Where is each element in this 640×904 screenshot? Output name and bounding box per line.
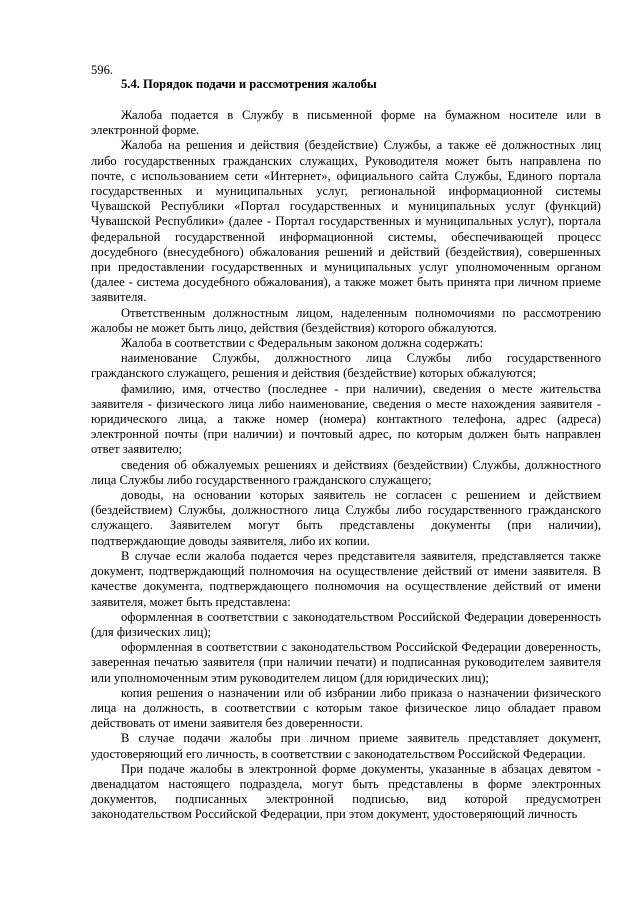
paragraph: В случае подачи жалобы при личном приеме заявитель представляет документ, удостоверяющий его личность, в соответствии с законодательством Российской Федерации. xyxy=(91,731,601,761)
paragraph: Жалоба подается в Службу в письменной форме на бумажном носителе или в электронной форме. xyxy=(91,108,601,138)
paragraph: оформленная в соответствии с законодательством Российской Федерации доверенность (для физических лиц); xyxy=(91,609,601,639)
paragraph: наименование Службы, должностного лица Службы либо государственного гражданского служащего, решения и действия (бездействие) которых обжалуются; xyxy=(91,351,601,381)
section-heading: 5.4. Порядок подачи и рассмотрения жалобы xyxy=(121,77,377,91)
page-number: 596. xyxy=(91,63,114,77)
paragraph: оформленная в соответствии с законодательством Российской Федерации доверенность, заверенная печатью заявителя (при наличии печати) и подписанная руководителем заявителя или уполномоченным этим руководителем лицом (для юридических лиц); xyxy=(91,640,601,685)
paragraph: Жалоба на решения и действия (бездействие) Службы, а также её должностных лиц либо государственных гражданских служащих, Руководителя может быть направлена по почте, с использованием сети «Интернет», официального сайта Службы, Единого портала государственных и муниципальных услуг, региональной информационной системы Чувашской Республики «Портал государственных и муниципальных услуг (функций) Чувашской Республики» (далее - Портал государственных и муниципальных услуг), портала федеральной государственной информационной системы, обеспечивающей процесс досудебного (внесудебного) обжалования решений и действий (бездействия), совершенных при предоставлении государственных и муниципальных услуг уполномоченным органом (далее - система досудебного обжалования), а также может быть принята при личном приеме заявителя. xyxy=(91,138,601,305)
paragraph: фамилию, имя, отчество (последнее - при наличии), сведения о месте жительства заявителя - физического лица либо наименование, сведения о месте нахождения заявителя - юридического лица, а также номер (номера) контактного телефона, адрес (адреса) электронной почты (при наличии) и почтовый адрес, по которым должен быть направлен ответ заявителю; xyxy=(91,381,601,457)
paragraph: Ответственным должностным лицом, наделенным полномочиями по рассмотрению жалобы не может быть лицо, действия (бездействия) которого обжалуются. xyxy=(91,305,601,335)
paragraph: При подаче жалобы в электронной форме документы, указанные в абзацах девятом - двенадцатом настоящего подраздела, могут быть представлены в форме электронных документов, подписанных электронной подписью, вид которой предусмотрен законодательством Российской Федерации, при этом документ, удостоверяющий личность xyxy=(91,761,601,822)
paragraph: сведения об обжалуемых решениях и действиях (бездействии) Службы, должностного лица Службы либо государственного гражданского служащего; xyxy=(91,457,601,487)
document-body xyxy=(91,108,601,823)
paragraph: Жалоба в соответствии с Федеральным законом должна содержать: xyxy=(121,336,484,351)
paragraph: В случае если жалоба подается через представителя заявителя, представляется также документ, подтверждающий полномочия на осуществление действий от имени заявителя. В качестве документа, подтверждающего полномочия на осуществление действий от имени заявителя, может быть представлена: xyxy=(91,548,601,609)
paragraph: доводы, на основании которых заявитель не согласен с решением и действием (бездействием) Службы, должностного лица Службы либо государственного гражданского служащего. Заявителем могут быть представлены документы (при наличии), подтверждающие доводы заявителя, либо их копии. xyxy=(91,488,601,548)
paragraph: копия решения о назначении или об избрании либо приказа о назначении физического лица на должность, в соответствии с которым такое физическое лицо обладает правом действовать от имени заявителя без доверенности. xyxy=(91,685,601,731)
